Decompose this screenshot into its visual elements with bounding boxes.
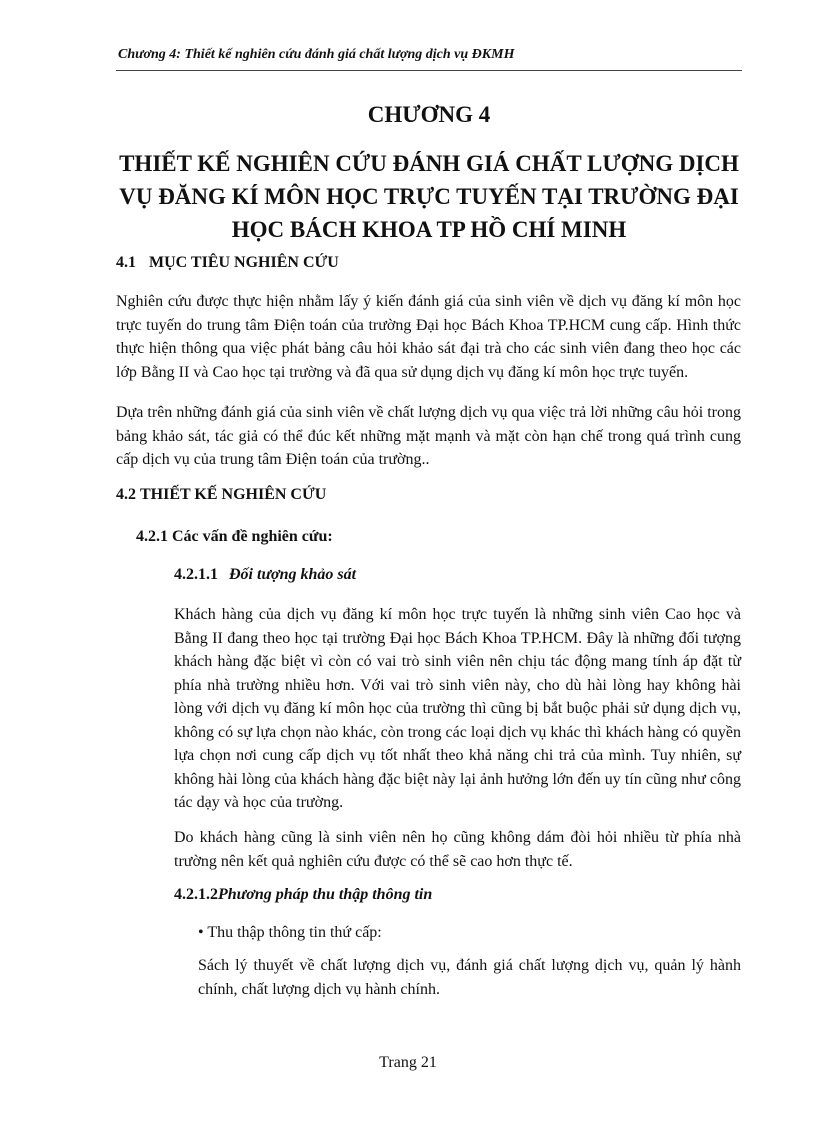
chapter-title: THIẾT KẾ NGHIÊN CỨU ĐÁNH GIÁ CHẤT LƯỢNG DỊCH VỤ ĐĂNG KÍ MÔN HỌC TRỰC TUYẾN TẠI TRƯỜNG ĐẠI HỌC BÁCH KHOA TP HỒ CHÍ MINH <box>119 151 739 242</box>
paragraph: Sách lý thuyết về chất lượng dịch vụ, đánh giá chất lượng dịch vụ, quản lý hành chính, chất lượng dịch vụ hành chính. <box>198 957 741 998</box>
chapter-number: CHƯƠNG 4 <box>367 102 491 127</box>
section-heading-4-2 <box>116 486 326 504</box>
section-title: THIẾT KẾ NGHIÊN CỨU <box>140 486 327 503</box>
subsection-heading-4-2-1 <box>136 528 333 546</box>
section-number: 4.2 <box>116 486 136 503</box>
section-heading-4-1 <box>116 254 339 272</box>
paragraph: Nghiên cứu được thực hiện nhằm lấy ý kiến đánh giá của sinh viên về dịch vụ đăng kí môn học trực tuyến do trung tâm Điện toán của trường Đại học Bách Khoa TP.HCM cung cấp. Hình thức thực hiện thông qua việc phát bảng câu hỏi khảo sát đại trà cho các sinh viên đang theo học các lớp Bằng II và Cao học tại trường và đã qua sử dụng dịch vụ đăng kí môn học trực tuyến. <box>116 293 741 381</box>
paragraph: Khách hàng của dịch vụ đăng kí môn học trực tuyến là những sinh viên Cao học và Bằng II đang theo học tại trường Đại học Bách Khoa TP.HCM. Đây là những đối tượng khách hàng đặc biệt vì còn có vai trò sinh viên nên chịu tác động mang tính áp đặt từ phía nhà trường nhiều hơn. Với vai trò sinh viên này, cho dù hài lòng hay không hài lòng với dịch vụ đăng kí môn học của trường thì cũng bị bắt buộc phải sử dụng dịch vụ, không có sự lựa chọn nào khác, còn trong các loại dịch vụ khác thì khách hàng có quyền lựa chọn nơi cung cấp dịch vụ tốt nhất theo khả năng chi trả của mình. Tuy nhiên, sự không hài lòng của khách hàng đặc biệt này lại ảnh hưởng lớn đến uy tín cũng như công tác dạy và học của trường. <box>174 606 741 811</box>
subsection-number: 4.2.1 <box>136 528 168 545</box>
subsection-title: Các vấn đề nghiên cứu: <box>172 528 333 545</box>
subsubsection-title: Đối tượng khảo sát <box>229 566 357 583</box>
paragraph: Dựa trên những đánh giá của sinh viên về chất lượng dịch vụ qua việc trả lời những câu hỏi trong bảng khảo sát, tác giả có thể đúc kết những mặt mạnh và mặt còn hạn chế trong quá trình cung cấp dịch vụ của trung tâm Điện toán của trường.. <box>116 404 741 468</box>
subsubsection-heading-4-2-1-2 <box>174 886 432 904</box>
page-number: Trang 21 <box>379 1054 437 1071</box>
section-title: MỤC TIÊU NGHIÊN CỨU <box>149 254 339 271</box>
subsubsection-number: 4.2.1.2 <box>174 886 218 903</box>
subsubsection-heading-4-2-1-1 <box>174 566 356 584</box>
bullet-item: • Thu thập thông tin thứ cấp: <box>198 924 382 941</box>
running-header: Chương 4: Thiết kế nghiên cứu đánh giá chất lượng dịch vụ ĐKMH <box>118 47 515 62</box>
section-number: 4.1 <box>116 254 136 271</box>
paragraph: Do khách hàng cũng là sinh viên nên họ cũng không dám đòi hỏi nhiều từ phía nhà trường nên kết quả nghiên cứu được có thể sẽ cao hơn thực tế. <box>174 829 741 870</box>
subsubsection-title: Phương pháp thu thập thông tin <box>218 886 433 903</box>
header-divider <box>116 70 742 71</box>
subsubsection-number: 4.2.1.1 <box>174 566 218 583</box>
